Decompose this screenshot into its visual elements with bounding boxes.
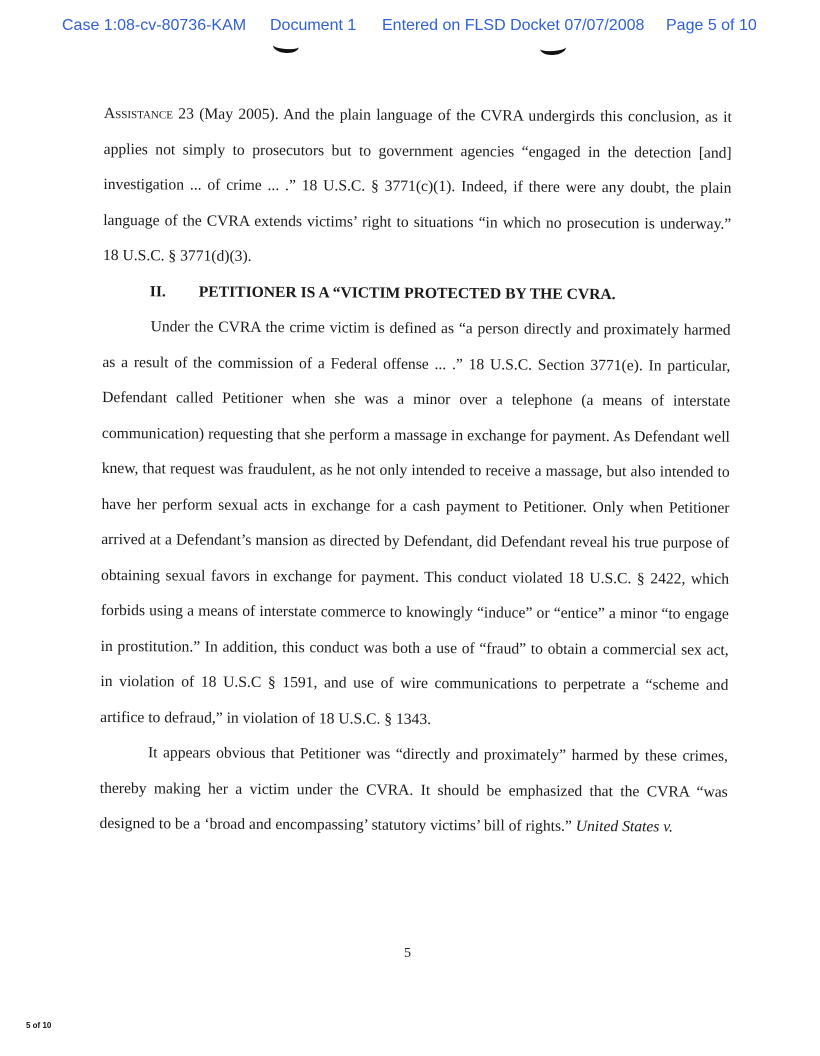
document-body: [99, 96, 732, 845]
document-number: Document 1: [270, 17, 357, 34]
docket-header: [0, 15, 820, 41]
docket-entry-date: Entered on FLSD Docket 07/07/2008: [382, 17, 645, 34]
case-number: Case 1:08-cv-80736-KAM: [62, 17, 247, 34]
paragraph-harm-conclusion-text: It appears obvious that Petitioner was “directly and proximately” harmed by these crimes, thereby making her a victim under the CVRA. It should be emphasized that the CVRA “was designed to be a ‘broad and encompassing’ statutory victims’ bill of rights.”: [99, 744, 729, 835]
paragraph-continuation-text: 23 (May 2005). And the plain language of the CVRA undergirds this conclusion, as it applies not simply to prosecutors but to government agencies “engaged in the detection [and] investigation ... of crime ... .” 18 U.S.C. § 3771(c)(1). Indeed, if there were any doubt, the plain language of the CVRA extends victims’ right to situations “in which no prosecution is underway.” 18 U.S.C. § 3771(d)(3).: [102, 105, 732, 265]
citation-smallcaps: Assistance: [103, 104, 174, 123]
paragraph-harm-conclusion: [99, 735, 728, 845]
header-page-count: Page 5 of 10: [666, 17, 757, 34]
section-heading: [103, 273, 731, 312]
scan-artifact-left: [273, 38, 300, 54]
case-citation: United States v.: [575, 817, 673, 836]
page-number: 5: [404, 946, 411, 961]
paragraph-victim-definition: Under the CVRA the crime victim is defined as “a person directly and proximately harmed as a result of the commission of a Federal offense ... .” 18 U.S.C. Section 3771(e). In particular, Defendant called Petitioner when she was a minor over a telephone (a means of interstate communication) requesting that she perform a massage in exchange for payment. As Defendant well knew, that request was fraudulent, as he not only intended to receive a massage, but also intended to have her perform sexual acts in exchange for a cash payment to Petitioner. Only when Petitioner arrived at a Defendant’s mansion as directed by Defendant, did Defendant reveal his true purpose of obtaining sexual favors in exchange for payment. This conduct violated 18 U.S.C. § 2422, which forbids using a means of interstate commerce to knowingly “induce” or “entice” a minor “to engage in prostitution.” In addition, this conduct was both a use of “fraud” to obtain a commercial sex act, in violation of 18 U.S.C § 1591, and use of wire communications to perpetrate a “scheme and artifice to defraud,” in violation of 18 U.S.C. § 1343.: [100, 318, 731, 728]
scan-artifact-right: [540, 40, 567, 56]
paragraph-continuation: [103, 96, 732, 277]
footer-page-label: 5 of 10: [26, 1021, 52, 1030]
section-heading-number: II.: [149, 282, 166, 300]
section-heading-text: PETITIONER IS A “VICTIM PROTECTED BY THE CVRA.: [198, 283, 616, 303]
